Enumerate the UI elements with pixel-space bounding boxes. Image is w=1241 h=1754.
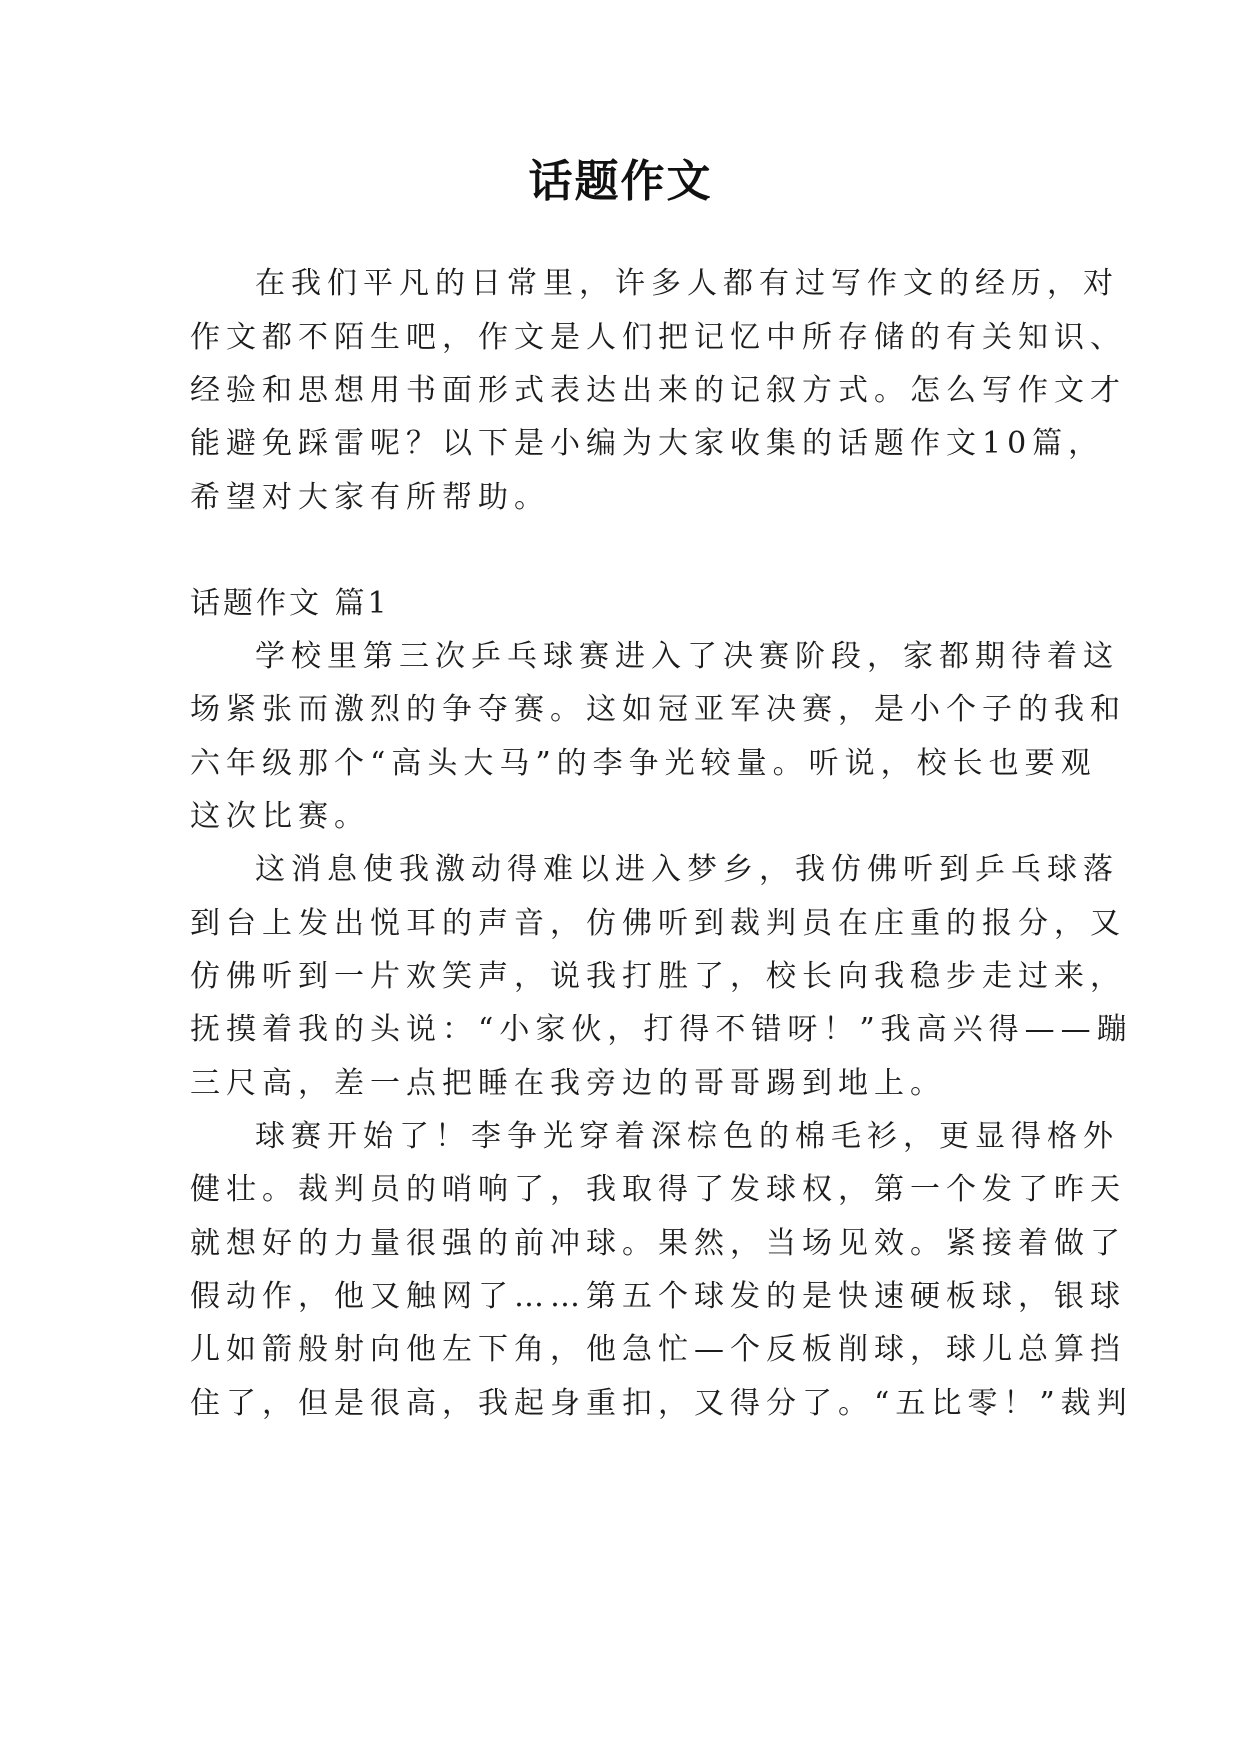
paragraph-3-line-5: 儿如箭般射向他左下角，他急忙—个反板削球，球儿总算挡 bbox=[190, 1332, 1126, 1367]
paragraph-1-line-2: 场紧张而激烈的争夺赛。这如冠亚军决赛，是小个子的我和 bbox=[190, 692, 1126, 727]
paragraph-2-line-1: 这消息使我激动得难以进入梦乡，我仿佛听到乒乓球落 bbox=[255, 852, 1119, 887]
intro-line-3: 经验和思想用书面形式表达出来的记叙方式。怎么写作文才 bbox=[190, 373, 1126, 408]
intro-line-4: 能避免踩雷呢？以下是小编为大家收集的话题作文10篇， bbox=[190, 426, 1105, 461]
paragraph-3-line-1: 球赛开始了！李争光穿着深棕色的棉毛衫，更显得格外 bbox=[255, 1119, 1119, 1154]
paragraph-2-line-2: 到台上发出悦耳的声音，仿佛听到裁判员在庄重的报分，又 bbox=[190, 906, 1126, 941]
intro-line-2: 作文都不陌生吧，作文是人们把记忆中所存储的有关知识、 bbox=[190, 320, 1126, 355]
paragraph-1-line-1: 学校里第三次乒乓球赛进入了决赛阶段，家都期待着这 bbox=[255, 639, 1119, 674]
paragraph-2-line-3: 仿佛听到一片欢笑声，说我打胜了，校长向我稳步走过来， bbox=[190, 959, 1126, 994]
paragraph-1-line-3: 六年级那个“高头大马”的李争光较量。听说，校长也要观 bbox=[190, 746, 1097, 781]
document-title: 话题作文 bbox=[528, 156, 713, 207]
paragraph-3-line-6: 住了，但是很高，我起身重扣，又得分了。“五比零！”裁判 bbox=[190, 1386, 1133, 1421]
paragraph-1-line-4: 这次比赛。 bbox=[190, 799, 370, 834]
paragraph-3-line-2: 健壮。裁判员的哨响了，我取得了发球权，第一个发了昨天 bbox=[190, 1172, 1126, 1207]
paragraph-2-line-4: 抚摸着我的头说：“小家伙，打得不错呀！”我高兴得——蹦 bbox=[190, 1012, 1133, 1047]
intro-line-1: 在我们平凡的日常里，许多人都有过写作文的经历，对 bbox=[255, 266, 1119, 301]
section-heading: 话题作文 篇1 bbox=[190, 586, 390, 621]
intro-line-5: 希望对大家有所帮助。 bbox=[190, 480, 550, 515]
paragraph-2-line-5: 三尺高，差一点把睡在我旁边的哥哥踢到地上。 bbox=[190, 1066, 946, 1101]
paragraph-3-line-4: 假动作，他又触网了……第五个球发的是快速硬板球，银球 bbox=[190, 1279, 1126, 1314]
paragraph-3-line-3: 就想好的力量很强的前冲球。果然，当场见效。紧接着做了 bbox=[190, 1226, 1126, 1261]
